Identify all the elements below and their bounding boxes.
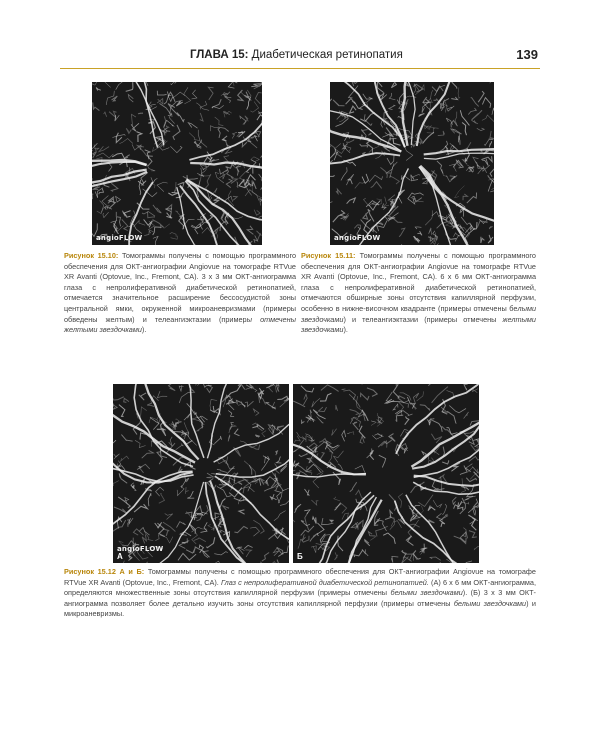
panel-letter-a: А bbox=[117, 552, 123, 561]
chapter-number: ГЛАВА 15: bbox=[190, 49, 249, 61]
figure-15-10-caption bbox=[64, 251, 296, 336]
angiogram-vessel-texture bbox=[293, 384, 479, 563]
figure-15-10-image bbox=[92, 82, 262, 245]
angiogram-vessel-texture bbox=[92, 82, 262, 245]
caption-text: Томограммы получены с помощью программного обеспечения для ОКТ-ангиографии Angiovue на томографе RTVue XR Avanti (Optovue, Inc., Fremont, CA). 6 х 6 мм ОКТ-ангиограмма глаза с непролиферативной диабетической ретинопатией, отмечаются обширные зоны отсутствия капиллярной перфузии, особенно в нижне-височном квадранте (примеры отмечены бе bbox=[301, 251, 536, 313]
caption-tail: ). bbox=[343, 325, 348, 335]
caption-italic-2: желтыми звездочками bbox=[301, 314, 536, 335]
figure-15-11-image bbox=[330, 82, 494, 245]
angiogram-vessel-texture bbox=[330, 82, 494, 245]
angioflow-watermark: angioFLOW bbox=[96, 234, 143, 242]
caption-tail: ). bbox=[141, 325, 147, 335]
angioflow-watermark: angioFLOW bbox=[334, 234, 381, 242]
caption-text: Томограммы получены с помощью программного обеспечения для ОКТ-ангиографии Angiovue на томографе RTVue XR Avanti (Optovue, Inc., Fremont, CA). 3 х 3 мм ОКТ-ангиограмма глаза с непролиферативной диабетической ретинопатией, отмечается значительное расширение бессосудистой зоны центральной ямки, окруженной микроаневризмами (примеры обведены желтым) и телеангиэктазии (пример bbox=[64, 251, 296, 324]
figure-15-12b-image bbox=[293, 384, 479, 563]
angiogram-vessel-texture bbox=[113, 384, 289, 563]
caption-label: Рисунок 15.11: bbox=[301, 251, 356, 260]
caption-label: Рисунок 15.12 А и Б: bbox=[64, 567, 145, 576]
caption-mid: ) и телеангиэктазии (примеры отмечены bbox=[343, 314, 503, 324]
caption-italic-2: белыми звездочками bbox=[390, 588, 463, 598]
caption-italic-3: белыми звездочками bbox=[453, 598, 527, 608]
chapter-heading bbox=[190, 49, 403, 61]
running-header bbox=[60, 46, 540, 69]
caption-text: Томограммы получены с помощью программного обеспечения для ОКТ-ангиографии Angiovue на томографе RTVue XR Avanti (Optovue, Inc., Fremont, CA). bbox=[64, 567, 536, 587]
figure-15-12a-image bbox=[113, 384, 289, 563]
caption-italic: лыми звездочками bbox=[301, 303, 536, 324]
figure-15-12-caption bbox=[64, 567, 536, 620]
caption-italic: ы отмечены желтыми звездочками bbox=[64, 314, 296, 335]
caption-label: Рисунок 15.10: bbox=[64, 251, 119, 260]
caption-tail: ) и микроаневризмы. bbox=[64, 598, 536, 619]
panel-letter-b: Б bbox=[297, 552, 303, 561]
chapter-title: Диабетическая ретинопатия bbox=[251, 49, 403, 61]
figure-15-11-caption bbox=[301, 251, 536, 336]
caption-italic: Глаз с непролиферативной диабетической ретинопатией. bbox=[220, 577, 429, 587]
caption-mid-2: ). (Б) 3 х 3 мм ОКТ-ангиограмма позволяет более детально изучить зоны отсутствия капиллярной перфузии (примеры отмечены bbox=[64, 588, 536, 608]
caption-mid: (A) 6 х 6 мм ОКТ-ангиограмма, определяются множественные зоны отсутствия капиллярной перфузии (примеры отмечены bbox=[64, 577, 536, 598]
angioflow-watermark: angioFLOW bbox=[117, 545, 164, 553]
page-number: 139 bbox=[516, 47, 538, 62]
